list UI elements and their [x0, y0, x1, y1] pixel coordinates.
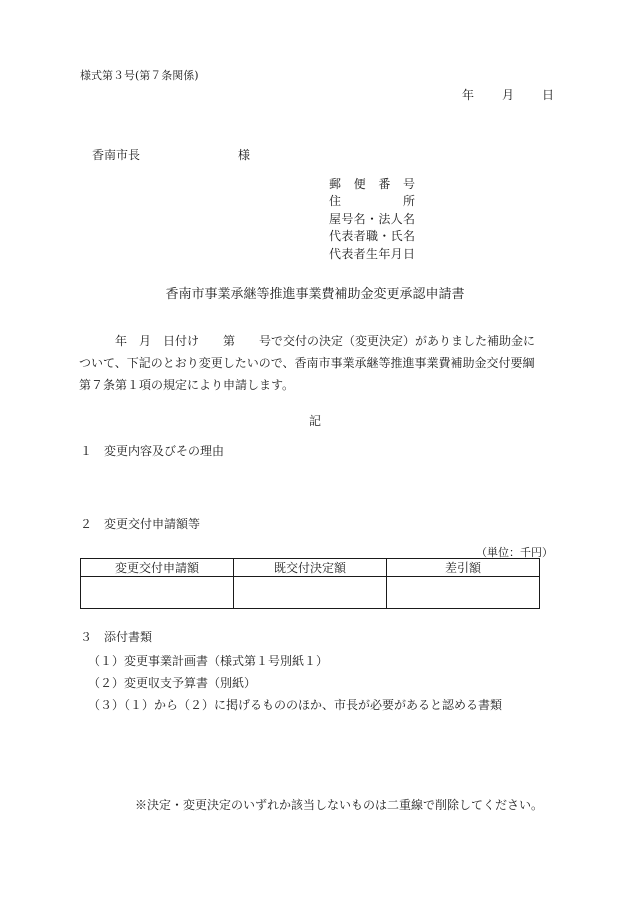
date-year-label: 年	[462, 88, 475, 102]
applicant-field-representative-birthdate	[329, 246, 415, 263]
applicant-field-label: 屋 号 名 ・ 法 人 名	[329, 211, 415, 226]
section-3-heading: ３ 添付書類	[80, 630, 153, 644]
request-body	[79, 330, 549, 396]
body-line-1: 年 月 日付け 第 号で交付の決定（変更決定）がありました補助金に	[115, 334, 536, 348]
applicant-field-label: 郵 便 番 号	[329, 177, 415, 191]
body-line-3: 第７条第１項の規定により申請します。	[79, 378, 295, 392]
header-difference-amount: 差引額	[387, 559, 540, 577]
applicant-field-label: 代 表 者 職 ・ 氏 名	[329, 229, 415, 244]
footnote: ※決定・変更決定のいずれか該当しないものは二重線で削除してください。	[135, 798, 544, 812]
unit-label: （単位：千円）	[476, 546, 553, 559]
body-line-2: ついて、下記のとおり変更したいので、香南市事業承継等推進事業費補助金交付要綱	[79, 356, 535, 370]
application-date	[462, 86, 554, 103]
applicant-field-postal-code	[329, 176, 415, 193]
section-2-heading: ２ 変更交付申請額等	[80, 517, 201, 531]
document-title: 香南市事業承継等推進事業費補助金変更承認申請書	[165, 287, 465, 302]
applicant-field-business-name	[329, 211, 415, 228]
applicant-field-label: 代 表 者 生 年 月 日	[329, 246, 415, 261]
date-day-label: 日	[542, 88, 555, 102]
amount-table-header-row	[81, 559, 540, 577]
applicant-field-label: 住 所	[329, 194, 415, 209]
date-month-label: 月	[502, 88, 515, 102]
header-already-decided-amount: 既交付決定額	[234, 559, 387, 577]
attachment-item: （２）変更収支予算書（別紙）	[88, 676, 257, 690]
addressee-name: 香南市長	[92, 148, 141, 162]
addressee-honorific: 様	[238, 148, 251, 162]
cell-difference-amount[interactable]	[387, 577, 540, 609]
cell-change-request-amount[interactable]	[81, 577, 234, 609]
section-1-heading: １ 変更内容及びその理由	[80, 444, 225, 458]
cell-already-decided-amount[interactable]	[234, 577, 387, 609]
attachment-item: （１）変更事業計画書（様式第１号別紙１）	[88, 654, 329, 668]
amount-table-row	[81, 577, 540, 609]
applicant-field-address	[329, 193, 415, 210]
amount-table	[80, 558, 540, 609]
applicant-field-representative-name	[329, 228, 415, 245]
form-number: 様式第３号(第７条関係)	[80, 69, 199, 82]
attachment-item: （３）（１）から（２）に掲げるもののほか、市長が必要があると認める書類	[88, 698, 503, 712]
addressee	[92, 146, 251, 163]
applicant-block	[329, 176, 415, 263]
header-change-request-amount: 変更交付申請額	[81, 559, 234, 577]
ki-heading: 記	[308, 414, 321, 428]
